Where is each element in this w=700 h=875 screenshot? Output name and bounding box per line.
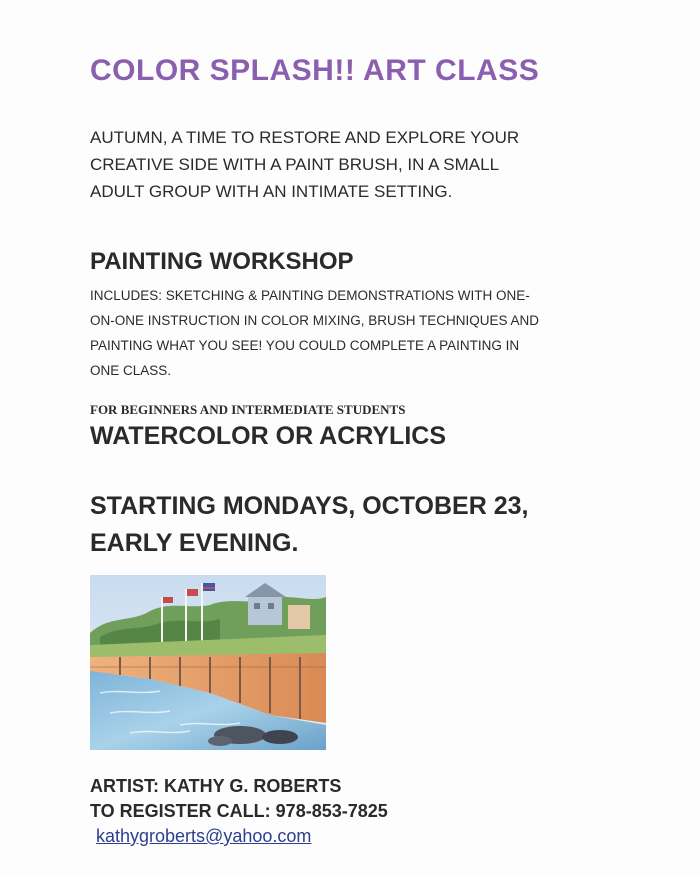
email-link[interactable]: kathygroberts@yahoo.com [96,826,312,846]
medium-heading: WATERCOLOR OR ACRYLICS [90,422,447,450]
intro-line: CREATIVE SIDE WITH A PAINT BRUSH, IN A SMALL [90,155,500,174]
includes-line: PAINTING WHAT YOU SEE! YOU COULD COMPLETE A PAINTING IN [90,338,520,353]
schedule-line: STARTING MONDAYS, OCTOBER 23, [90,492,529,520]
audience-note: FOR BEGINNERS AND INTERMEDIATE STUDENTS [90,402,406,417]
register-phone: TO REGISTER CALL: 978-853-7825 [90,801,388,821]
watercolor-harbor-painting [90,575,326,750]
intro-line: ADULT GROUP WITH AN INTIMATE SETTING. [90,182,453,201]
includes-line: ONE CLASS. [90,363,172,378]
workshop-heading: PAINTING WORKSHOP [90,248,354,275]
contact-block [90,774,388,824]
artist-name: ARTIST: KATHY G. ROBERTS [90,776,342,796]
includes-line: INCLUDES: SKETCHING & PAINTING DEMONSTRATIONS WITH ONE- [90,288,530,303]
workshop-includes [90,283,660,383]
flyer-title: COLOR SPLASH!! ART CLASS [90,54,540,87]
intro-paragraph [90,124,670,205]
schedule-line: EARLY EVENING. [90,529,299,557]
intro-line: AUTUMN, A TIME TO RESTORE AND EXPLORE YOUR [90,128,520,147]
includes-line: ON-ONE INSTRUCTION IN COLOR MIXING, BRUSH TECHNIQUES AND [90,313,540,328]
schedule [90,488,529,562]
